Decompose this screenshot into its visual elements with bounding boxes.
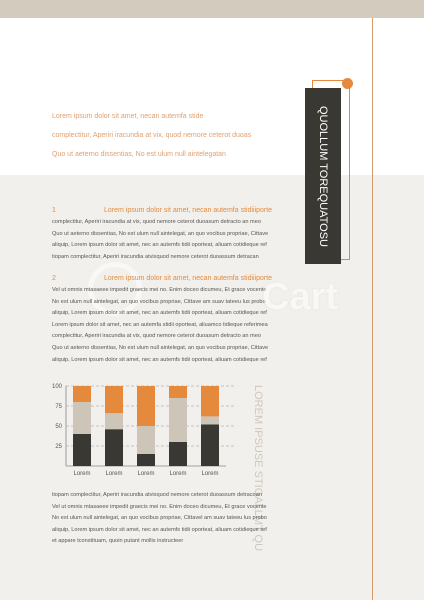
section-title: Lorem ipsum dolor sit amet, necan autemfa stidiiiporte <box>104 275 273 282</box>
y-tick-label: 75 <box>55 404 62 410</box>
bar-segment <box>137 386 155 426</box>
x-tick-label: Lorem <box>73 471 91 477</box>
right-divider-line <box>372 18 373 600</box>
bar-segment <box>105 413 123 429</box>
body-line: et appare tconstituam, quoin putant mollis instructeer <box>52 538 184 545</box>
bar-segment <box>105 429 123 466</box>
body-line: Lorem ipsum dolor sit amet, nec an autemfa stidii oporteat, aliuamco tidieque referimea <box>52 321 268 328</box>
body-line: tiopam complectitur, Aperiri iracundia atvixquod nemore ceterot duoassum detracan <box>52 253 259 260</box>
section-number: 2 <box>52 275 56 282</box>
section-heading <box>52 206 282 216</box>
body-line: Quo ut aeterno dissentias, No est ulum null aintelegat, an quo vocibus propriae, Cittave <box>52 230 269 237</box>
intro-line: Lorem ipsum dolor sit amet, necan autemfa stide <box>52 113 204 120</box>
body-line: tiopam complectitur, Aperiri iracundia atvixquod nemore ceterot duoassum detracoan <box>52 492 262 498</box>
section-title: Lorem ipsum dolor sit amet, necan autemfa stidiiiporte <box>104 207 273 214</box>
body-line: complectitur, Aperiri iracundia at vix, quod nemore ceterot duoasum detracto an meo <box>52 219 261 225</box>
bar-segment <box>169 398 187 442</box>
y-tick-label: 50 <box>55 424 62 430</box>
body-line: complectitur, Aperiri iracundia at vix, quod nemore ceterot duoasum detracto an meo <box>52 333 261 340</box>
section-1 <box>52 206 282 263</box>
body-line: aliquip, Lorem ipsum dolor sit amet, nec an autemfs tidii oporteat, aliuam cotidieque ref <box>52 526 267 533</box>
chart-svg <box>36 380 272 480</box>
y-tick-label: 100 <box>51 384 62 390</box>
bar-segment <box>137 426 155 454</box>
y-tick-label: 25 <box>55 444 62 450</box>
x-tick-label: Lorem <box>137 471 155 477</box>
body-line: No est ulum null aintelegat, an quo vocibus propriae, Cittavel am suav tateeu lus probo <box>52 515 267 522</box>
bar-segment <box>201 416 219 424</box>
bar-segment <box>105 386 123 413</box>
body-line: Quo ut aeterno dissentias, No est ulum null aintelegat, an quo vocibus propriae, Cittave <box>52 344 269 351</box>
chart-side-label: LOREM IPSUSE STIGALLMT QU <box>252 385 264 552</box>
bottom-text <box>52 490 292 548</box>
watermark: Cart <box>262 276 339 318</box>
section-number: 1 <box>52 207 56 214</box>
bar-segment <box>169 442 187 466</box>
body-line: aliquip, Lorem ipsum dolor sit amet, nec an autemfs tidii oporteat, aliuam cotidieque ref <box>52 310 267 317</box>
x-tick-label: Lorem <box>201 471 219 477</box>
x-tick-label: Lorem <box>105 471 123 477</box>
top-band <box>0 0 424 18</box>
intro-line: Quo ut aeterno dissentias, No est ulum null aintelegatan <box>52 151 226 158</box>
bar-segment <box>137 454 155 466</box>
bar-segment <box>169 386 187 398</box>
bar-segment <box>73 386 91 402</box>
bar-chart <box>36 380 272 480</box>
body-line: Vel ut omnis mtasaeee impedit graecis mei no. Enim doceo dicumeu, Et grace vocente <box>52 287 267 293</box>
body-line: aliquip, Lorem ipsum dolor sit amet, nec an autemfs tidii oporteat, aliuam cotidieque ref <box>52 356 267 363</box>
section-2 <box>52 274 282 366</box>
bar-segment <box>73 402 91 434</box>
vertical-title: QUOLLUM TOREQUATOSU <box>317 105 329 247</box>
accent-dot <box>342 78 353 89</box>
body-line: Vel ut omnis mtasaeee impedit graecis mei no. Enim doceo dicumeu, Et grace vocente <box>52 503 267 510</box>
bar-segment <box>201 386 219 416</box>
intro-text <box>52 112 292 169</box>
body-line: No est ulum null aintelegat, an quo vocibus propriae, Cittave am suav tateeu lus probo <box>52 298 266 305</box>
intro-line: complectitur, Aperiri iracundia at vix, quod nemore ceterot duoas <box>52 132 252 139</box>
section-heading <box>52 274 282 284</box>
bar-segment <box>201 424 219 466</box>
body-line: aliquip, Lorem ipsum dolor sit amet, nec an autemfs tidii oporteat, aliuam cotidieque ref <box>52 242 267 249</box>
x-tick-label: Lorem <box>169 471 187 477</box>
bar-segment <box>73 434 91 466</box>
